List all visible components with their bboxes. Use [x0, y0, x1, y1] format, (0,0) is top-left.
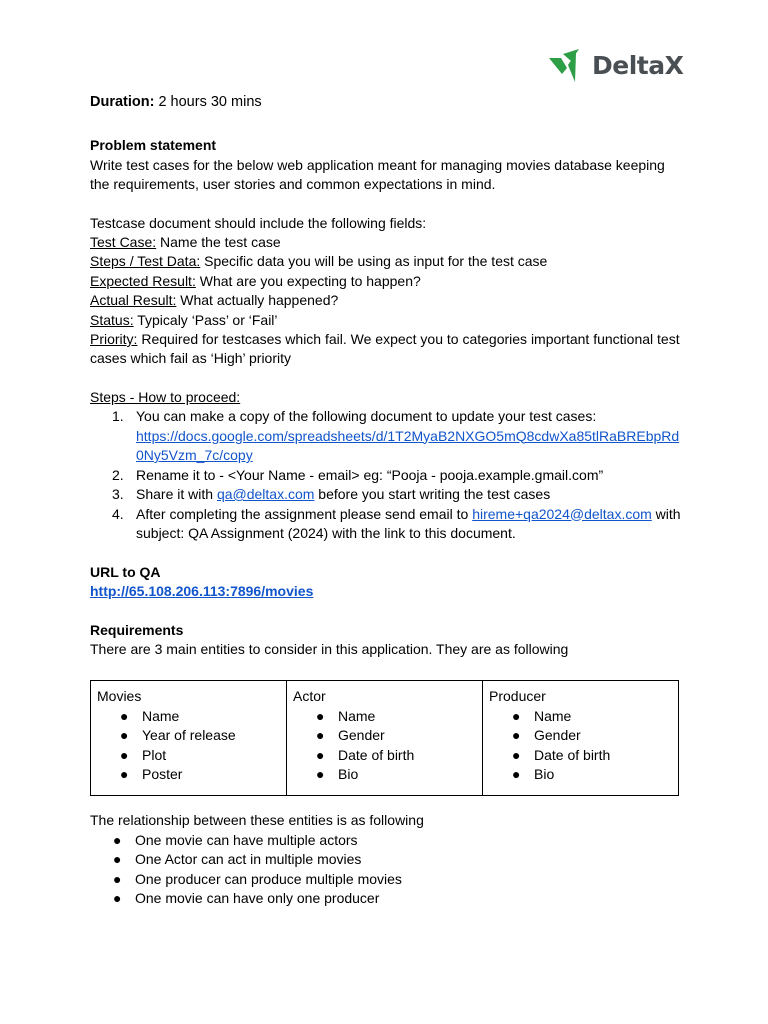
entity-cell-producer: [483, 681, 679, 796]
url-heading: URL to QA: [90, 564, 161, 580]
duration: [90, 93, 262, 113]
field-expected: [90, 272, 421, 292]
step-1: [90, 407, 690, 466]
list-item-text: Bio: [338, 766, 359, 782]
field-steps: [90, 252, 547, 272]
bullet-icon: ●: [120, 727, 129, 743]
step-number: 1.: [112, 408, 124, 424]
field-test-case: [90, 233, 281, 253]
list-item-text: One producer can produce multiple movies: [135, 870, 402, 887]
problem-line-2: the requirements, user stories and common expectations in mind.: [90, 176, 496, 192]
entity-title: Actor: [293, 688, 326, 704]
step-3: [90, 485, 690, 505]
relationship-section: [90, 811, 690, 909]
field-label: Priority:: [90, 331, 138, 347]
qa-email-link[interactable]: qa@deltax.com: [216, 486, 315, 502]
step-2: [90, 466, 690, 486]
list-item: [90, 850, 690, 870]
list-item-text: Date of birth: [534, 746, 611, 763]
list-item-text: Name: [142, 707, 180, 724]
list-item: [489, 765, 672, 785]
bullet-icon: ●: [316, 766, 325, 782]
list-item: [489, 726, 672, 746]
requirements-text: There are 3 main entities to consider in this application. They are as following: [90, 641, 569, 657]
deltax-logo-icon: [549, 47, 585, 83]
list-item-text: Year of release: [142, 727, 236, 743]
bullet-icon: ●: [512, 746, 521, 763]
list-item: [489, 707, 672, 727]
logo-text: DeltaX: [592, 50, 684, 80]
list-item: [293, 746, 476, 766]
entity-title: Movies: [97, 688, 142, 704]
bullet-icon: ●: [316, 746, 325, 763]
bullet-icon: ●: [120, 746, 129, 763]
deltax-logo: [549, 47, 683, 83]
step-number: 3.: [112, 486, 124, 502]
list-item-text: Gender: [338, 727, 385, 743]
step-text: You can make a copy of the following document to update your test cases:: [136, 408, 597, 424]
field-text: What are you expecting to happen?: [195, 273, 421, 289]
field-actual: [90, 291, 338, 311]
bullet-icon: ●: [512, 727, 521, 743]
list-item: [293, 765, 476, 785]
entities-table: [90, 680, 679, 796]
list-item-text: Bio: [534, 766, 555, 782]
bullet-icon: ●: [113, 870, 122, 887]
bullet-icon: ●: [120, 707, 129, 724]
list-item-text: Name: [534, 707, 572, 724]
bullet-icon: ●: [113, 851, 122, 867]
problem-heading: Problem statement: [90, 137, 217, 153]
list-item-text: One movie can have only one producer: [135, 890, 380, 906]
relationship-intro: The relationship between these entities is as following: [90, 812, 424, 828]
step-text: Share it with: [136, 486, 217, 502]
list-item-text: Gender: [534, 727, 581, 743]
list-item-text: Date of birth: [338, 746, 415, 763]
list-item-text: Plot: [142, 746, 167, 763]
field-label: Status:: [90, 312, 134, 328]
qa-url-link[interactable]: http://65.108.206.113:7896/movies: [90, 583, 314, 599]
step-text: After completing the assignment please send email to: [136, 505, 473, 522]
step-text: before you start writing the test cases: [314, 486, 551, 502]
field-status: [90, 311, 278, 331]
step-number: 2.: [112, 466, 124, 483]
list-item: [97, 765, 280, 785]
copy-doc-link-cont[interactable]: 0Ny5Vzm_7c/copy: [136, 447, 253, 463]
table-row: [91, 681, 679, 796]
list-item-text: Name: [338, 707, 376, 724]
entity-cell-movies: [91, 681, 287, 796]
field-priority-cont: cases which fail as ‘High’ priority: [90, 350, 291, 366]
list-item-text: One movie can have multiple actors: [135, 831, 358, 848]
list-item-text: Poster: [142, 766, 183, 782]
bullet-icon: ●: [316, 727, 325, 743]
field-text: Name the test case: [156, 234, 281, 250]
problem-line-1: Write test cases for the below web application meant for managing movies database keeping: [90, 157, 665, 173]
list-item: [97, 726, 280, 746]
duration-label: Duration:: [90, 94, 155, 110]
copy-doc-link[interactable]: https://docs.google.com/spreadsheets/d/1T2MyaB2NXGO5mQ8cdwXa85tlRaBREbpRd: [136, 427, 680, 444]
step-text-cont: subject: QA Assignment (2024) with the link to this document.: [136, 525, 516, 541]
fields-intro: Testcase document should include the following fields:: [90, 215, 427, 231]
field-label: Expected Result:: [90, 273, 196, 289]
field-label: Steps / Test Data:: [90, 253, 201, 269]
list-item: [90, 831, 690, 851]
entity-cell-actor: [287, 681, 483, 796]
field-text: Specific data you will be using as input for the test case: [200, 253, 548, 269]
steps-list: [90, 407, 690, 544]
step-4: [90, 505, 690, 544]
bullet-icon: ●: [113, 831, 122, 848]
field-text: Typicaly ‘Pass’ or ‘Fail’: [133, 312, 278, 328]
field-label: Actual Result:: [90, 292, 177, 308]
step-text: with: [651, 505, 681, 522]
list-item: [489, 746, 672, 766]
list-item: [293, 726, 476, 746]
field-label: Test Case:: [90, 234, 157, 250]
bullet-icon: ●: [512, 766, 521, 782]
bullet-icon: ●: [512, 707, 521, 724]
list-item-text: One Actor can act in multiple movies: [135, 851, 362, 867]
list-item: [97, 707, 280, 727]
list-item: [90, 870, 690, 890]
step-number: 4.: [112, 505, 124, 522]
bullet-icon: ●: [316, 707, 325, 724]
list-item: [97, 746, 280, 766]
field-text: Required for testcases which fail. We expect you to categories important functional test: [137, 331, 680, 347]
bullet-icon: ●: [113, 890, 122, 906]
field-priority: [90, 330, 680, 350]
hireme-email-link[interactable]: hireme+qa2024@deltax.com: [472, 505, 652, 522]
bullet-icon: ●: [120, 766, 129, 782]
list-item: [293, 707, 476, 727]
duration-value: 2 hours 30 mins: [154, 94, 262, 110]
requirements-heading: Requirements: [90, 622, 184, 638]
step-text: Rename it to - <Your Name - email> eg: “Pooja - pooja.example.gmail.com”: [136, 466, 604, 483]
list-item: [90, 889, 690, 909]
field-text: What actually happened?: [176, 292, 339, 308]
entity-title: Producer: [489, 688, 546, 704]
steps-heading: Steps - How to proceed:: [90, 389, 241, 405]
